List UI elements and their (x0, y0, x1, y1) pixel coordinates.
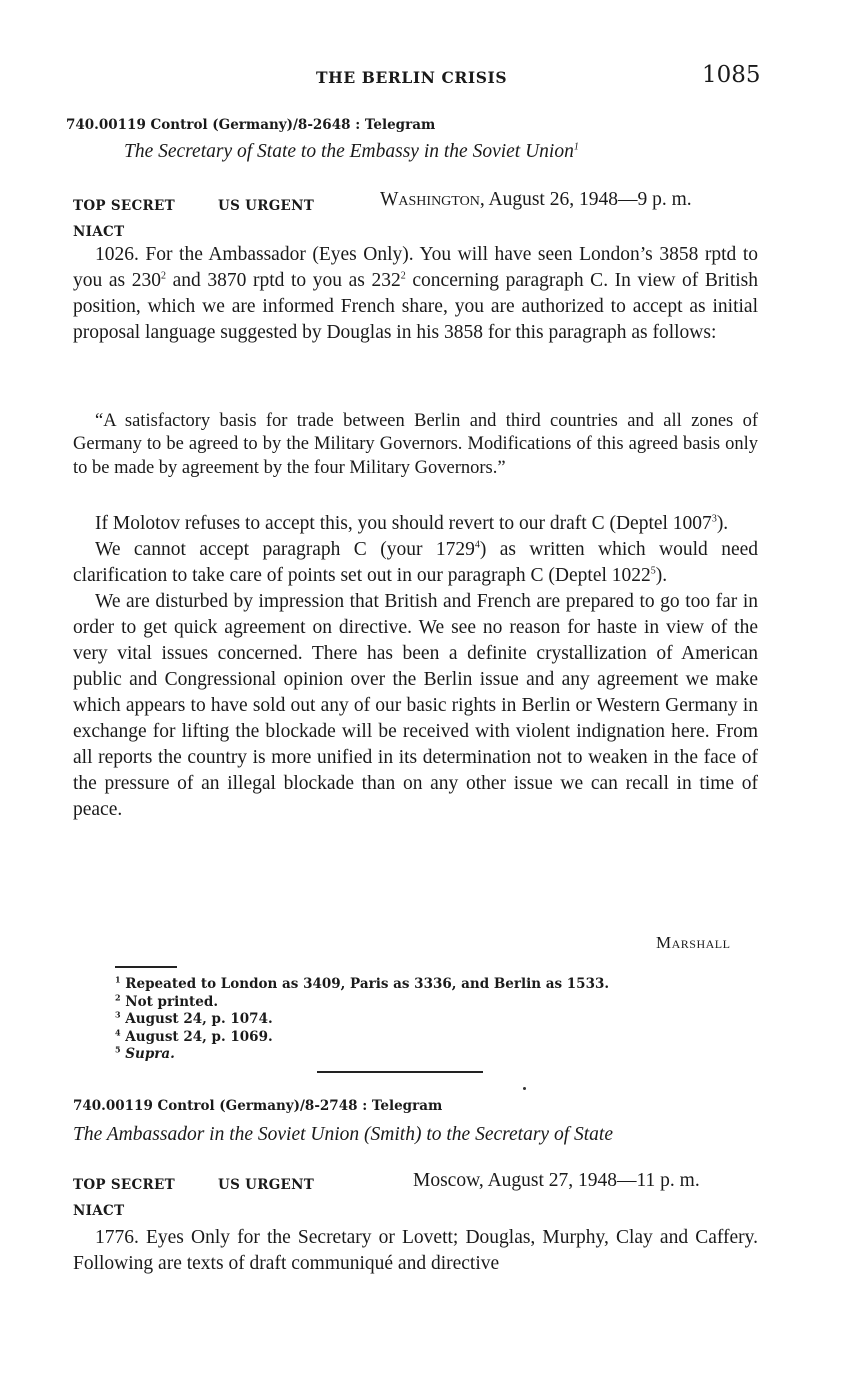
doc2-body (73, 1225, 758, 1277)
footnote-3-number: 3 (115, 1009, 121, 1020)
doc1-dateline-date: , August 26, 1948—9 p. m. (479, 189, 692, 210)
page-number: 1085 (702, 62, 761, 88)
doc2-dateline: Moscow, August 27, 1948—11 p. m. (413, 1170, 700, 1191)
doc1-p1-text-a: 1026. For the Ambassador (Eyes Only). You will have seen London’s 3858 rptd to you as 230 (73, 244, 758, 291)
doc1-heading (124, 141, 579, 163)
doc2-classification: TOP SECRET (73, 1177, 175, 1193)
doc1-quote-block (73, 410, 758, 480)
doc1-paragraph-4: We are disturbed by impression that British and French are prepared to go too far in order to get quick agreement on directive. We see no reason for haste in view of the very vital issues concerned. There has been a definite crystallization of American public and Congressional opinion over the Berlin issue and any agreement we make which appears to have sold out any of our basic rights in Berlin or Western Germany in exchange for lifting the blockade will be received with violent indignation here. From all reports the country is more unified in its determination not to weaken in the face of the pressure of an illegal blockade than on any other issue we can recall in time of peace. (73, 591, 758, 820)
doc1-p1-text-b: and 3870 rptd to you as 232 (165, 270, 401, 291)
doc1-heading-text: The Secretary of State to the Embassy in the Soviet Union (124, 141, 574, 162)
document-separator-rule (317, 1071, 483, 1073)
doc1-body-part1 (73, 242, 758, 346)
doc1-heading-footnote-ref: 1 (573, 141, 579, 153)
doc1-p3-text-a: We cannot accept paragraph C (your 1729 (95, 539, 475, 560)
doc2-heading-text-b: ) to the Secretary of State (414, 1124, 613, 1145)
doc1-p2-footnote-ref: 3 (711, 513, 717, 525)
doc1-signature: Marshall (656, 933, 731, 952)
footnote-3-text: August 24, p. 1074. (125, 1011, 273, 1027)
doc1-classification: TOP SECRET (73, 198, 175, 214)
doc1-p2-text-a: If Molotov refuses to accept this, you should revert to our draft C (Deptel 1007 (95, 513, 712, 534)
doc1-dateline-place: Washington (380, 189, 480, 210)
doc1-p1-footnote-ref-1: 2 (160, 270, 166, 282)
footnote-4-text: August 24, p. 1069. (125, 1028, 273, 1045)
doc1-p3-footnote-ref-2: 5 (650, 565, 656, 577)
doc1-dateline (380, 189, 692, 211)
footnotes (115, 976, 609, 1064)
footnote-2-text: Not printed. (125, 993, 219, 1010)
doc1-paragraph-3 (73, 537, 758, 589)
doc2-heading-name: Smith (370, 1124, 415, 1145)
footnote-1-number: 1 (115, 974, 121, 985)
footnote-5 (115, 1046, 609, 1064)
doc1-handling: NIACT (73, 224, 125, 240)
running-head-title: THE BERLIN CRISIS (316, 68, 508, 87)
doc1-p1-text-c: concerning paragraph C. In view of British position, which we are informed French share, you are authorized to accept as initial proposal language suggested by Douglas in his 3858 for this paragraph as follows: (73, 270, 759, 343)
doc2-priority: US URGENT (218, 1177, 315, 1193)
doc1-paragraph-1 (73, 242, 758, 346)
footnote-rule (115, 966, 177, 968)
doc2-file-reference: 740.00119 Control (Germany)/8-2748 : Telegram (73, 1098, 443, 1114)
doc1-priority: US URGENT (218, 198, 315, 214)
doc1-p3-text-c: ). (655, 565, 668, 586)
doc1-file-reference: 740.00119 Control (Germany)/8-2648 : Telegram (66, 117, 436, 133)
doc2-handling: NIACT (73, 1203, 125, 1219)
footnote-5-number: 5 (115, 1044, 121, 1055)
doc1-p2-text-b: ). (716, 513, 729, 534)
footnote-5-text: Supra. (125, 1046, 175, 1062)
doc1-p3-footnote-ref-1: 4 (474, 539, 480, 551)
doc2-paragraph-1: 1776. Eyes Only for the Secretary or Lovett; Douglas, Murphy, Clay and Caffery. Following are texts of draft communiqué and directive (73, 1227, 758, 1274)
doc1-quote: “A satisfactory basis for trade between Berlin and third countries and all zones of Germany to be agreed to by the Military Governors. Modifications of this agreed basis only to be made by agreement by the four Military Governors.” (73, 411, 758, 478)
doc1-paragraph-2 (73, 511, 758, 537)
footnote-2 (115, 994, 609, 1012)
footnote-4-number: 4 (115, 1027, 121, 1037)
footnote-2-number: 2 (115, 992, 121, 1002)
doc2-heading-text-a: The Ambassador in the Soviet Union ( (73, 1124, 371, 1145)
doc2-heading (73, 1124, 613, 1146)
footnote-3 (115, 1011, 609, 1029)
footnote-1 (115, 976, 609, 994)
footnote-1-text: Repeated to London as 3409, Paris as 3336, and Berlin as 1533. (125, 976, 610, 992)
separator-dot (523, 1087, 526, 1090)
doc1-body-part2 (73, 511, 758, 823)
doc1-p3-text-b: ) as written which would need clarification to take care of points set out in our paragraph C (Deptel 1022 (73, 539, 759, 586)
footnote-4 (115, 1029, 609, 1047)
doc1-p1-footnote-ref-2: 2 (400, 270, 406, 282)
